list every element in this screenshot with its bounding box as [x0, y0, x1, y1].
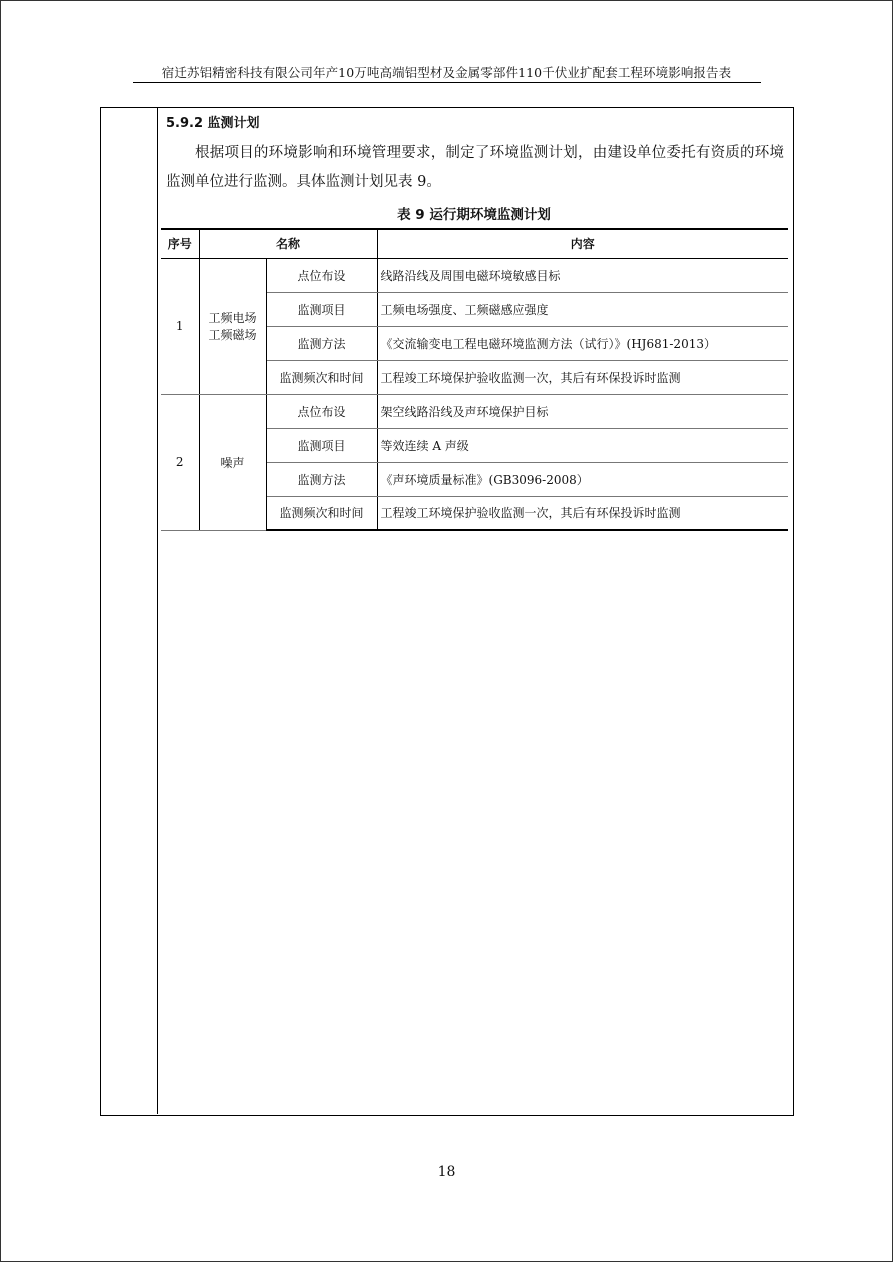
row-item: 监测方法 [266, 326, 377, 360]
row-item: 监测方法 [266, 462, 377, 496]
row-content: 工频电场强度、工频磁感应强度 [377, 292, 788, 326]
header-name: 名称 [199, 229, 377, 258]
table-header-row [161, 229, 788, 258]
group-name [199, 394, 266, 530]
row-item: 监测频次和时间 [266, 496, 377, 530]
section-heading: 5.9.2 监测计划 [166, 116, 260, 131]
row-item: 点位布设 [266, 258, 377, 292]
group-name-line: 工频电场 [208, 311, 257, 325]
group-name-line: 噪声 [220, 455, 245, 470]
table-row [161, 258, 788, 292]
row-content: 线路沿线及周围电磁环境敏感目标 [377, 258, 788, 292]
row-content: 《声环境质量标准》(GB3096-2008） [377, 462, 788, 496]
header-rule [133, 82, 761, 83]
row-content: 工程竣工环境保护验收监测一次，其后有环保投诉时监测 [377, 496, 788, 530]
group-index: 1 [161, 258, 199, 394]
group-name-line: 工频磁场 [208, 328, 257, 342]
row-item: 点位布设 [266, 394, 377, 428]
row-content: 等效连续 A 声级 [377, 428, 788, 462]
row-item: 监测项目 [266, 292, 377, 326]
header-index: 序号 [161, 229, 199, 258]
row-content: 《交流输变电工程电磁环境监测方法（试行）》(HJ681-2013） [377, 326, 788, 360]
monitoring-plan-table [161, 228, 788, 531]
group-index: 2 [161, 394, 199, 530]
row-item: 监测项目 [266, 428, 377, 462]
row-content: 工程竣工环境保护验收监测一次，其后有环保投诉时监测 [377, 360, 788, 394]
header-content: 内容 [377, 229, 788, 258]
section-paragraph: 根据项目的环境影响和环境管理要求，制定了环境监测计划，由建设单位委托有资质的环境监测单位进行监测。具体监测计划见表 9。 [166, 145, 784, 190]
row-content: 架空线路沿线及声环境保护目标 [377, 394, 788, 428]
table-row [161, 394, 788, 428]
group-name [199, 258, 266, 394]
row-item: 监测频次和时间 [266, 360, 377, 394]
report-header-title: 宿迁苏铝精密科技有限公司年产10万吨高端铝型材及金属零部件110千伏业扩配套工程环境影响报告表 [161, 65, 732, 80]
page-number: 18 [437, 1164, 456, 1180]
frame-left-column-divider [157, 108, 158, 1114]
table-title: 表 9 运行期环境监测计划 [397, 207, 551, 223]
